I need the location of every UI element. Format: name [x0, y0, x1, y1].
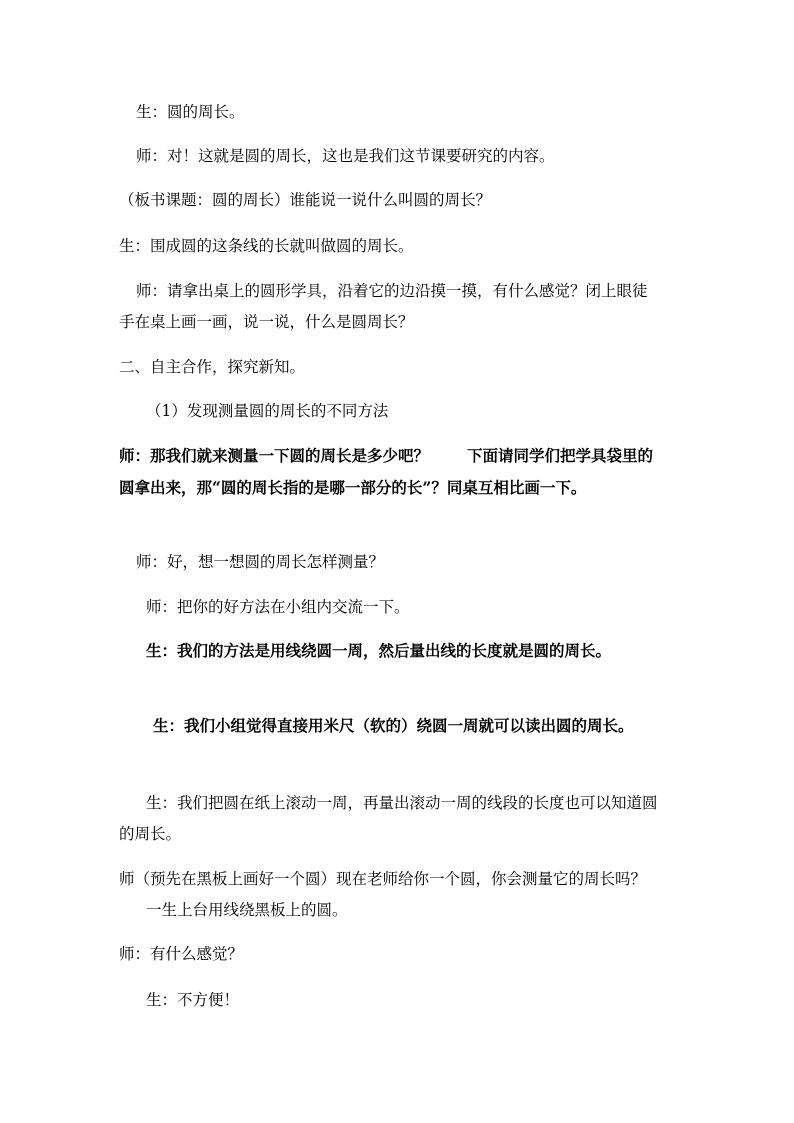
paragraph-line: 师：请拿出桌上的圆形学具，沿着它的边沿摸一摸，有什么感觉？闭上眼徒	[136, 282, 648, 300]
paragraph-line: 师：好，想一想圆的周长怎样测量？	[136, 553, 385, 571]
paragraph-line: 生：圆的周长。	[136, 103, 245, 121]
subsection-heading: （1）发现测量圆的周长的不同方法	[146, 402, 389, 420]
paragraph-line: （板书课题：圆的周长）谁能说一说什么叫圆的周长？	[119, 191, 492, 209]
paragraph-line: 圆拿出来，那“圆的周长指的是哪一部分的长”？同桌互相比画一下。	[119, 478, 587, 497]
paragraph-line: 生：不方便！	[146, 991, 240, 1009]
paragraph-line: 生：我们小组觉得直接用米尺（软的）绕圆一周就可以读出圆的周长。	[153, 716, 634, 735]
paragraph-line: 的周长。	[119, 825, 182, 843]
paragraph-line: 生：围成圆的这条线的长就叫做圆的周长。	[119, 237, 414, 255]
paragraph-line: 师：把你的好方法在小组内交流一下。	[146, 598, 410, 616]
paragraph-line: 师（预先在黑板上画好一个圆）现在老师给你一个圆，你会测量它的周长吗？	[119, 870, 647, 888]
paragraph-line: 手在桌上画一画，说一说，什么是圆周长？	[119, 313, 414, 331]
section-heading: 二、自主合作，探究新知。	[119, 358, 306, 376]
paragraph-line: 师：那我们就来测量一下圆的周长是多少吧？	[119, 446, 430, 465]
paragraph-line: 师：对！这就是圆的周长，这也是我们这节课要研究的内容。	[136, 147, 555, 165]
paragraph-line: 师：有什么感觉？	[119, 945, 244, 963]
paragraph-line: 生：我们的方法是用线绕圆一周，然后量出线的长度就是圆的周长。	[146, 641, 612, 660]
paragraph-line: 生：我们把圆在纸上滚动一周，再量出滚动一周的线段的长度也可以知道圆	[146, 794, 658, 812]
paragraph-line: 下面请同学们把学具袋里的	[467, 446, 654, 465]
paragraph-line: 一生上台用线绕黑板上的圆。	[146, 901, 348, 919]
